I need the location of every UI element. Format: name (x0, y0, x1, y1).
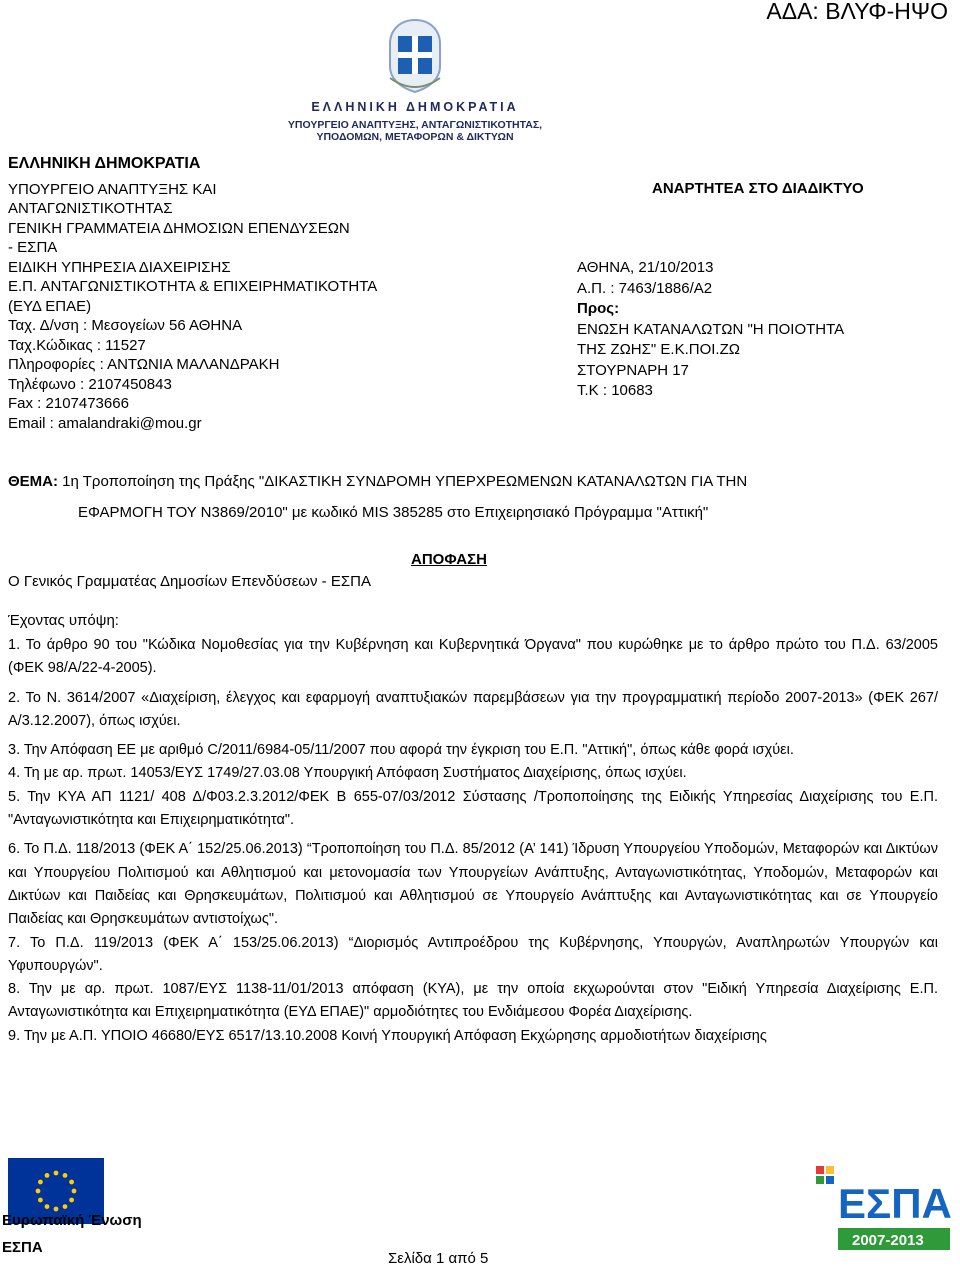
list-item: 8. Την με αρ. πρωτ. 1087/ΕΥΣ 1138-11/01/2013 απόφαση (ΚΥΑ), με την οποία εκχωρούνται στον "Ειδική Υπηρεσία Διαχείρισης Ε.Π. Ανταγωνιστικότητα και Επιχειρηματικότητα (ΕΥΔ ΕΠΑΕ)" αρμοδιότητες του Ενδιάμεσου Φορέα Διαχείρισης. (8, 981, 938, 1021)
logo-ministry-2: ΥΠΟΔΟΜΩΝ, ΜΕΤΑΦΟΡΩΝ & ΔΙΚΤΥΩΝ (316, 131, 514, 143)
sender-gen-sec-1: ΓΕΝΙΚΗ ΓΡΑΜΜΑΤΕΙΑ ΔΗΜΟΣΙΩΝ ΕΠΕΝΔΥΣΕΩΝ (8, 219, 350, 237)
sender-ministry-2: ΑΝΤΑΓΩΝΙΣΤΙΚΟΤΗΤΑΣ (8, 200, 173, 217)
logo-republic: ΕΛΛΗΝΙΚΗ ΔΗΜΟΚΡΑΤΙΑ (311, 100, 519, 114)
list-item: 4. Τη με αρ. πρωτ. 14053/ΕΥΣ 1749/27.03.08 Υπουργική Απόφαση Συστήματος Διαχείρισης, όπως ισχύει. (8, 765, 687, 782)
espa-logo-years: 2007-2013 (852, 1232, 924, 1249)
greek-flag-emblem-icon (380, 14, 450, 94)
sender-gen-sec-2: - ΕΣΠΑ (8, 239, 58, 256)
eu-label: Ευρωπαϊκή Ένωση (2, 1212, 142, 1229)
espa-logo-text: ΕΣΠΑ (838, 1180, 952, 1227)
recipient-block (577, 258, 844, 402)
to-label: Προς: (577, 300, 620, 317)
post-notice: ΑΝΑΡΤΗΤΕΑ ΣΤΟ ΔΙΑΔΙΚΤΥΟ (652, 180, 864, 197)
sender-block (8, 154, 428, 433)
considering-label: Έχοντας υπόψη: (8, 612, 119, 629)
sender-email: Email : amalandraki@mou.gr (8, 414, 202, 432)
subject-label: ΘΕΜΑ: (8, 473, 58, 490)
list-item: 9. Την με Α.Π. ΥΠΟΙΟ 46680/ΕΥΣ 6517/13.10.2008 Κοινή Υπουργική Απόφαση Εκχώρησης αρμοδιοτήτων διαχείρισης (8, 1027, 767, 1044)
subject-line-1: 1η Τροποποίηση της Πράξης "ΔΙΚΑΣΤΙΚΗ ΣΥΝΔΡΟΜΗ ΥΠΕΡΧΡΕΩΜΕΝΩΝ ΚΑΤΑΝΑΛΩΤΩΝ ΓΙΑ ΤΗΝ (58, 473, 748, 490)
subject-block (8, 472, 948, 522)
espa-logo-icon (812, 1160, 952, 1260)
subject-line-2: ΕΦΑΡΜΟΓΗ ΤΟΥ Ν3869/2010" με κωδικό MIS 385285 στο Επιχειρησιακό Πρόγραμμα "Αττική" (78, 504, 709, 521)
page-number: Σελίδα 1 από 5 (388, 1250, 489, 1267)
recipient-street: ΣΤΟΥΡΝΑΡΗ 17 (577, 361, 689, 379)
recipient-name-2: ΤΗΣ ΖΩΗΣ" Ε.Κ.ΠΟΙ.ΖΩ (577, 341, 740, 358)
list-item: 6. Το Π.Δ. 118/2013 (ΦΕΚ Α΄ 152/25.06.2013) “Τροποποίηση του Π.Δ. 85/2012 (Α’ 141) Ίδρυση Υπουργείου Υποδομών, Μεταφορών και Δικτύων και Υπουργείου Πολιτισμού και Αθλητισμού και μετονομασία των Υπουργείων Ανάπτυξης, Ανταγωνιστικότητας, Υποδομών, Μεταφορών και Δικτύων και Παιδείας και Θρησκευμάτων, Πολιτισμού και Αθλητισμού σε Υπουργείο Ανάπτυξης και Ανταγωνιστικότητας και σε Υπουργείο Παιδείας και Θρησκευμάτων αντιστοίχως". (8, 841, 938, 928)
list-item: 7. Το Π.Δ. 119/2013 (ΦΕΚ Α΄ 153/25.06.2013) “Διορισμός Αντιπροέδρου της Κυβέρνησης, Υπουργών, Αναπληρωτών Υπουργών και Υφυπουργών". (8, 934, 938, 974)
sender-ministry-1: ΥΠΟΥΡΓΕΙΟ ΑΝΑΠΤΥΞΗΣ ΚΑΙ (8, 180, 217, 198)
secretary-line: Ο Γενικός Γραμματέας Δημοσίων Επενδύσεων - ΕΣΠΑ (8, 573, 371, 590)
considerations-list (8, 634, 938, 1048)
espa-label: ΕΣΠΑ (2, 1239, 43, 1256)
sender-address: Ταχ. Δ/νση : Μεσογείων 56 ΑΘΗΝΑ (8, 317, 243, 334)
sender-republic: ΕΛΛΗΝΙΚΗ ΔΗΜΟΚΡΑΤΙΑ (8, 155, 201, 172)
list-item: 1. Το άρθρο 90 του "Κώδικα Νομοθεσίας για την Κυβέρνηση και Κυβερνητικά Όργανα" που κυρώθηκε με το άρθρο πρώτο του Π.Δ. 63/2005 (ΦΕΚ 98/Α/22-4-2005). (8, 637, 938, 677)
sender-postcode: Ταχ.Κώδικας : 11527 (8, 336, 146, 354)
ada-code: ΑΔΑ: ΒΛΥΦ-ΗΨΟ (766, 0, 948, 24)
sender-service-3: (ΕΥΔ ΕΠΑΕ) (8, 297, 92, 315)
recipient-tk: Τ.Κ : 10683 (577, 382, 653, 399)
sender-phone: Τηλέφωνο : 2107450843 (8, 375, 172, 393)
list-item: 2. Το Ν. 3614/2007 «Διαχείριση, έλεγχος και εφαρμογή αναπτυξιακών παρεμβάσεων για την προγραμματική περίοδο 2007-2013» (ΦΕΚ 267/Α/3.12.2007), όπως ισχύει. (8, 689, 938, 729)
sender-fax: Fax : 2107473666 (8, 395, 129, 412)
protocol-number: Α.Π. : 7463/1886/Α2 (577, 279, 713, 297)
sender-info: Πληροφορίες : ΑΝΤΩΝΙΑ ΜΑΛΑΝΔΡΑΚΗ (8, 356, 280, 373)
ministry-logo (270, 14, 560, 143)
logo-ministry-1: ΥΠΟΥΡΓΕΙΟ ΑΝΑΠΤΥΞΗΣ, ΑΝΤΑΓΩΝΙΣΤΙΚΟΤΗΤΑΣ, (287, 119, 543, 131)
eu-caption (2, 1207, 142, 1261)
list-item: 5. Την ΚΥΑ ΑΠ 1121/ 408 Δ/Φ03.2.3.2012/ΦΕΚ Β 655-07/03/2012 Σύστασης /Τροποποίησης της Ειδικής Υπηρεσίας Διαχείρισης του Ε.Π. "Ανταγωνιστικότητα και Επιχειρηματικότητα". (8, 788, 938, 829)
sender-service-1: ΕΙΔΙΚΗ ΥΠΗΡΕΣΙΑ ΔΙΑΧΕΙΡΙΣΗΣ (8, 258, 231, 276)
sender-service-2: Ε.Π. ΑΝΤΑΓΩΝΙΣΤΙΚΟΤΗΤΑ & ΕΠΙΧΕΙΡΗΜΑΤΙΚΟΤΗΤΑ (8, 278, 378, 295)
document-date: ΑΘΗΝΑ, 21/10/2013 (577, 259, 714, 276)
list-item: 3. Την Απόφαση ΕΕ με αριθμό C/2011/6984-05/11/2007 που αφορά την έγκριση του Ε.Π. "Αττική", όπως κάθε φορά ισχύει. (8, 742, 794, 759)
decision-heading: ΑΠΟΦΑΣΗ (411, 551, 487, 568)
recipient-name-1: ΕΝΩΣΗ ΚΑΤΑΝΑΛΩΤΩΝ "Η ΠΟΙΟΤΗΤΑ (577, 320, 845, 338)
